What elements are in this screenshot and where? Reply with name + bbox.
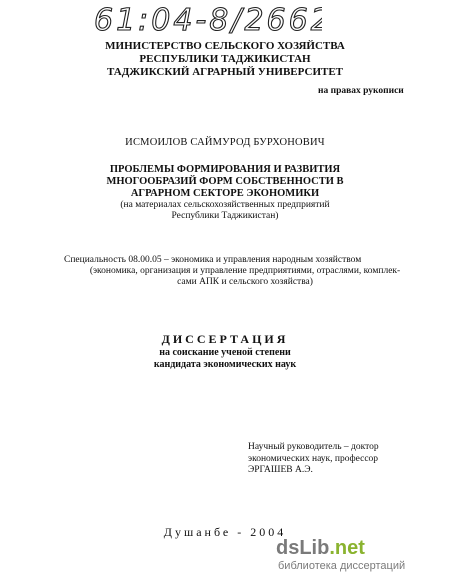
- specialty-line-2: (экономика, организация и управление предприятиями, отраслями, комплек-: [89, 266, 401, 276]
- author-name: ИСМОИЛОВ САЙМУРОД БУРХОНОВИЧ: [125, 137, 325, 148]
- title-line-2: МНОГООБРАЗИЙ ФОРМ СОБСТВЕННОСТИ В: [106, 176, 344, 187]
- city-year: Душанбе - 2004: [163, 525, 287, 539]
- degree-line-1: на соискание ученой степени: [159, 347, 291, 358]
- handwritten-number-svg: [92, 2, 322, 36]
- title-line-1: ПРОБЛЕМЫ ФОРМИРОВАНИЯ И РАЗВИТИЯ: [109, 164, 341, 175]
- watermark-logo: [276, 537, 365, 560]
- handwritten-number-text: 61:04-8/2662: [94, 3, 322, 36]
- supervisor-block: [248, 442, 438, 477]
- supervisor-line-1: Научный руководитель – доктор: [248, 442, 379, 452]
- institution-line-1: МИНИСТЕРСТВО СЕЛЬСКОГО ХОЗЯЙСТВА: [105, 40, 345, 52]
- specialty-line-1: Специальность 08.00.05 – экономика и управления народным хозяйством: [64, 255, 362, 265]
- specialty-line-3: сами АПК и сельского хозяйства): [177, 277, 313, 287]
- title-line-3: АГРАРНОМ СЕКТОРЕ ЭКОНОМИКИ: [130, 188, 320, 199]
- watermark-logo-tld: .net: [329, 537, 365, 559]
- institution-line-3: ТАДЖИКСКИЙ АГРАРНЫЙ УНИВЕРСИТЕТ: [106, 66, 344, 78]
- handwritten-catalog-number: [92, 2, 322, 36]
- watermark-tagline: библиотека диссертаций: [278, 560, 406, 572]
- dslib-watermark: [276, 537, 444, 577]
- degree-line-2: кандидата экономических наук: [153, 359, 297, 370]
- dissertation-heading: ДИССЕРТАЦИЯ: [161, 332, 289, 346]
- supervisor-line-2: экономических наук, профессор: [248, 453, 379, 464]
- institution-line-2: РЕСПУБЛИКИ ТАДЖИКИСТАН: [139, 53, 311, 65]
- title-subtitle-line-2: Республики Таджикистан): [171, 211, 279, 221]
- title-subtitle-line-1: (на материалах сельскохозяйственных предприятий: [120, 200, 330, 210]
- watermark-logo-main: dsLib: [276, 537, 330, 559]
- supervisor-line-3: ЭРГАШЕВ А.Э.: [248, 465, 313, 475]
- rights-note: на правах рукописи: [318, 86, 404, 96]
